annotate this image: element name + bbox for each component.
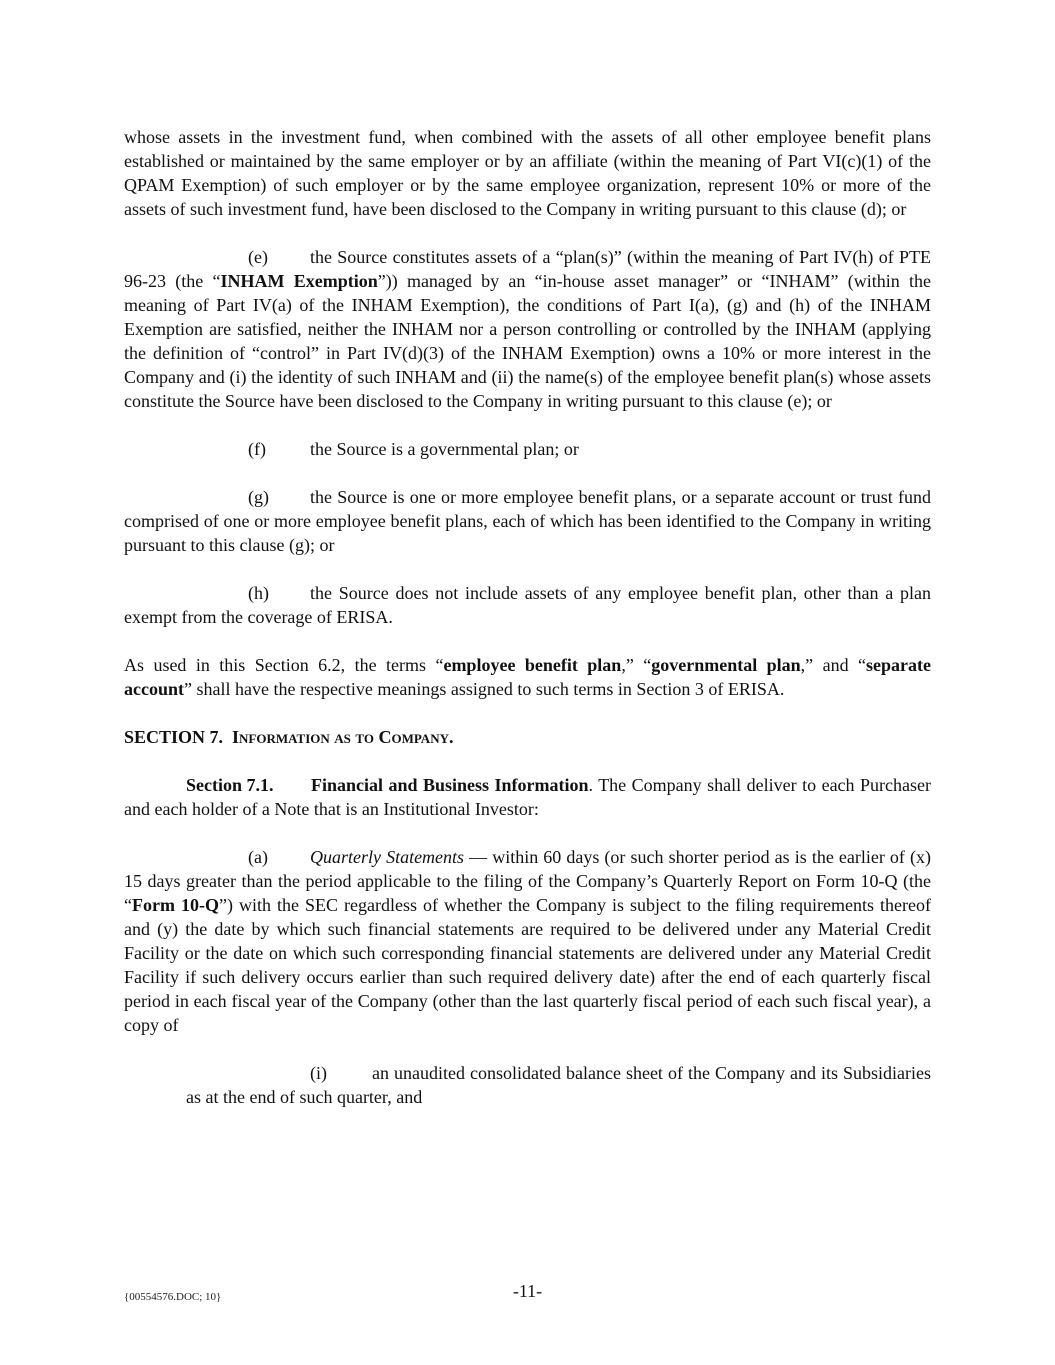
clause-f-label: (f) xyxy=(248,439,266,459)
defined-term-governmental-plan: governmental plan xyxy=(651,655,801,675)
clause-e: (e) the Source constitutes assets of a “plan(s)” (within the meaning of Part IV(h) of PTE 96-23 (the “INHAM Exemption”)) managed by an “in-house asset manager” or “INHAM” (within the meaning of Part IV(a) of the INHAM Exemption), the conditions of Part I(a), (g) and (h) of the INHAM Exemption are satisfied, neither the INHAM nor a person controlling or controlled by the INHAM (applying the definition of “control” in Part IV(d)(3) of the INHAM Exemption) owns a 10% or more interest in the Company and (i) the identity of such INHAM and (ii) the name(s) of the employee benefit plan(s) whose assets constitute the Source have been disclosed to the Company in writing pursuant to this clause (e); or xyxy=(124,247,932,411)
item-i-balance-sheet: (i) an unaudited consolidated balance sheet of the Company and its Subsidiaries as at the end of such quarter, and xyxy=(186,1063,931,1107)
section-7-title: Information as to Company. xyxy=(232,727,454,747)
section-7-number: SECTION 7. xyxy=(124,727,224,747)
defined-term-form-10q: Form 10-Q xyxy=(132,895,219,915)
item-i-label: (i) xyxy=(310,1063,327,1083)
clause-d-continuation: whose assets in the investment fund, when combined with the assets of all other employee benefit plans established or maintained by the same employer or by an affiliate (within the meaning of Part VI(c)(1) of the QPAM Exemption) of such employer or by the same employee organization, represent 10% or more of the assets of such investment fund, have been disclosed to the Company in writing pursuant to this clause (d); or xyxy=(124,127,931,219)
section-7-heading xyxy=(124,725,931,749)
item-a-quarterly-statements: (a) Quarterly Statements — within 60 days (or such shorter period as is the earlier of (x) 15 days greater than the period applicable to the filing of the Company’s Quarterly Report on Form 10-Q (the “Form 10-Q”) with the SEC regardless of whether the Company is subject to the filing requirements thereof and (y) the date by which such financial statements are required to be delivered under any Material Credit Facility or the date on which such corresponding financial statements are delivered under any Material Credit Facility if such delivery occurs earlier than such required delivery date) after the end of each quarterly fiscal period in each fiscal year of the Company (other than the last quarterly fiscal period of each such fiscal year), a copy of xyxy=(124,847,931,1035)
page-body xyxy=(124,125,931,1109)
clause-e-label: (e) xyxy=(248,247,268,267)
clause-h-label: (h) xyxy=(248,583,269,603)
definitions-paragraph: As used in this Section 6.2, the terms “employee benefit plan,” “governmental plan,” and “separate account” shall have the respective meanings assigned to such terms in Section 3 of ERISA. xyxy=(124,655,931,699)
clause-g: (g) the Source is one or more employee benefit plans, or a separate account or trust fund comprised of one or more employee benefit plans, each of which has been identified to the Company in writing pursuant to this clause (g); or xyxy=(124,487,931,555)
document-reference: {00554576.DOC; 10} xyxy=(124,1291,222,1303)
section-7-1-number: Section 7.1. xyxy=(186,775,274,795)
defined-term-separate-account: separate account xyxy=(124,655,931,699)
item-a-label: (a) xyxy=(248,847,268,867)
item-a-heading: Quarterly Statements xyxy=(310,847,465,867)
section-7-1-title: Financial and Business Information xyxy=(311,775,589,795)
page-number: -11- xyxy=(512,1281,543,1301)
clause-f: (f) the Source is a governmental plan; or xyxy=(248,439,579,459)
clause-g-label: (g) xyxy=(248,487,269,507)
clause-h: (h) the Source does not include assets of any employee benefit plan, other than a plan exempt from the coverage of ERISA. xyxy=(124,583,931,627)
section-7-1: Section 7.1. Financial and Business Information. The Company shall deliver to each Purchaser and each holder of a Note that is an Institutional Investor: xyxy=(124,775,931,819)
defined-term-inham-exemption: INHAM Exemption xyxy=(220,271,378,291)
defined-term-employee-benefit-plan: employee benefit plan xyxy=(443,655,622,675)
